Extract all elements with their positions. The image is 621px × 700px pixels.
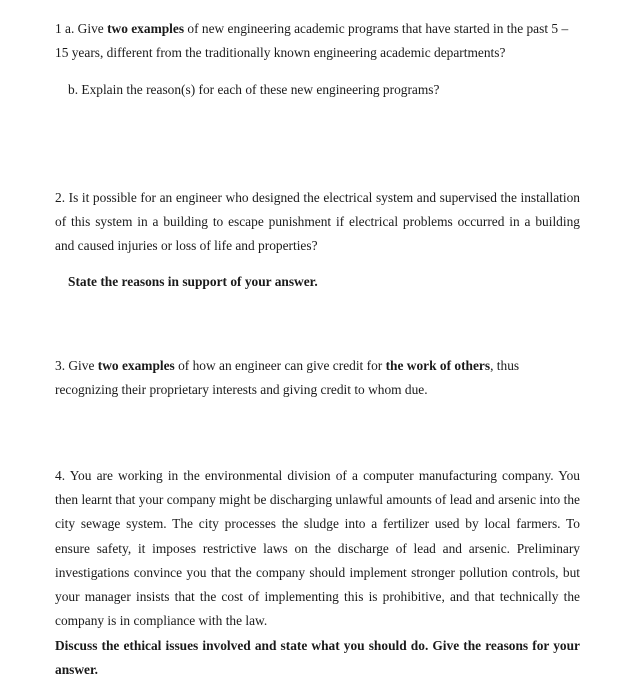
question-1a-prefix: 1 a. Give (55, 21, 108, 36)
question-2-instruction-text: State the reasons in support of your answer. (68, 274, 318, 289)
question-3-suffix: , thus recognizing their proprietary interests and giving credit to whom due. (55, 358, 520, 398)
question-4-instruction-text: Discuss the ethical issues involved and state what you should do. Give the reasons for your answer. (55, 638, 580, 678)
question-2-instruction (68, 270, 580, 294)
question-3-prefix: 3. Give (55, 358, 98, 373)
question-1a-bold: two examples (107, 21, 185, 36)
question-4-instruction (55, 634, 580, 682)
question-1b: b. Explain the reason(s) for each of these new engineering programs? (68, 82, 440, 97)
question-2: 2. Is it possible for an engineer who designed the electrical system and supervised the installation of this system in a building to escape punishment if electrical problems occurred in a building and caused injuries or loss of life and properties? (55, 190, 580, 254)
question-3-middle: of how an engineer can give credit for (174, 358, 386, 373)
question-3 (55, 354, 555, 402)
question-4: 4. You are working in the environmental division of a computer manufacturing company. You then learnt that your company might be discharging unlawful amounts of lead and arsenic into the city sewage system. The city processes the sludge into a fertilizer used by local farmers. To ensure safety, it imposes restrictive laws on the discharge of lead and arsenic. Preliminary investigations convince you that the company should implement stronger pollution controls, but your manager insists that the cost of implementing this is prohibitive, and that technically the company is in compliance with the law. (55, 468, 580, 629)
question-3-bold-2: the work of others (385, 358, 491, 373)
question-1a-text: of new engineering academic programs that have started in the past 5 – 15 years, different from the traditionally known engineering academic departments? (55, 21, 569, 61)
question-3-bold-1: two examples (97, 358, 175, 373)
question-1a (55, 17, 583, 65)
